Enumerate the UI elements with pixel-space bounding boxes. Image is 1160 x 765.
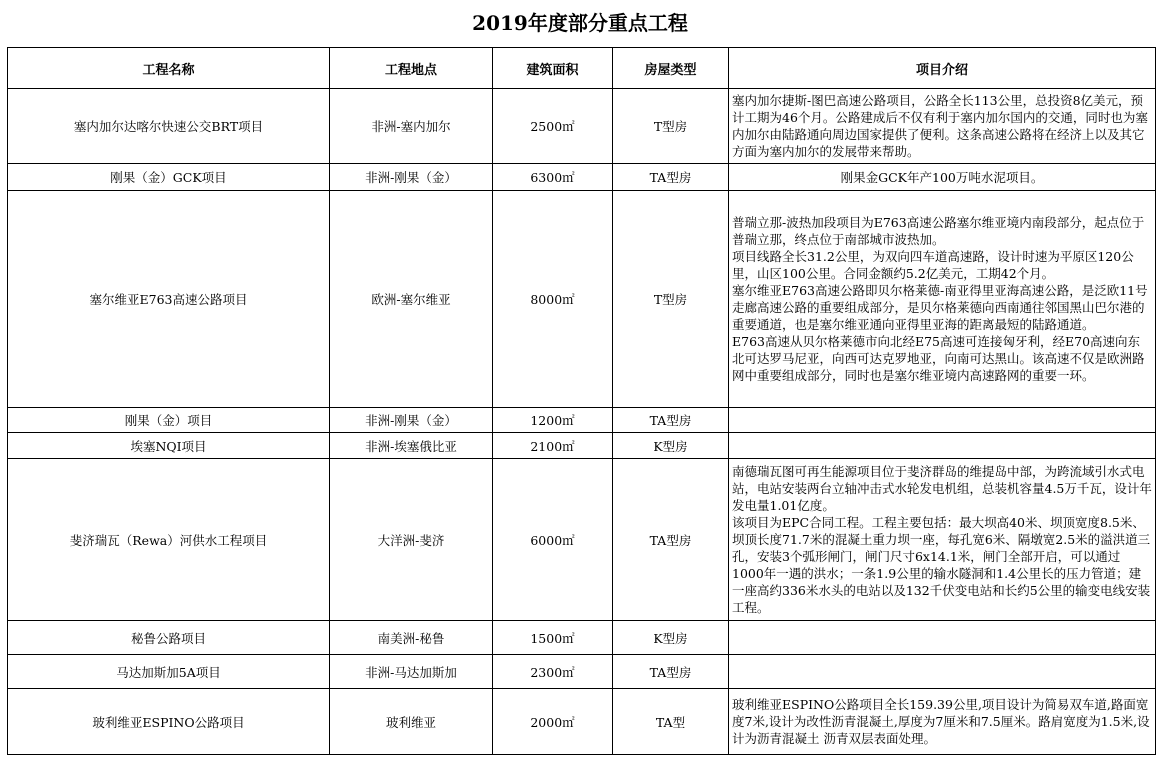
project-name: 塞尔维亚E763高速公路项目 <box>8 191 330 408</box>
table-row <box>8 459 1156 621</box>
project-description <box>729 408 1156 433</box>
project-type: K型房 <box>613 433 729 459</box>
project-description <box>729 655 1156 689</box>
table-row <box>8 408 1156 433</box>
project-location: 非洲-埃塞俄比亚 <box>330 433 493 459</box>
table-row <box>8 191 1156 408</box>
header-name: 工程名称 <box>8 48 330 89</box>
project-location: 非洲-刚果（金） <box>330 164 493 191</box>
page-title: 2019年度部分重点工程 <box>472 11 688 35</box>
project-name: 塞内加尔达喀尔快速公交BRT项目 <box>8 89 330 164</box>
table-row <box>8 655 1156 689</box>
description-paragraph: 普瑞立那-波热加段项目为E763高速公路塞尔维亚境内南段部分，起点位于普瑞立那，终点位于南部城市波热加。 <box>732 215 1145 247</box>
project-description <box>729 621 1156 655</box>
project-area: 2500㎡ <box>493 89 613 164</box>
project-location: 非洲-刚果（金） <box>330 408 493 433</box>
project-area: 2300㎡ <box>493 655 613 689</box>
project-type: T型房 <box>613 191 729 408</box>
project-name: 斐济瑞瓦（Rewa）河供水工程项目 <box>8 459 330 621</box>
project-area: 2100㎡ <box>493 433 613 459</box>
project-type: K型房 <box>613 621 729 655</box>
description-paragraph: 塞内加尔捷斯-图巴高速公路项目，公路全长113公里，总投资8亿美元，预计工期为46个月。公路建成后不仅有利于塞内加尔国内的交通，同时也为塞内加尔由陆路通向周边国家提供了便利。这条高速公路将在经济上以及其它方面为塞内加尔的发展带来帮助。 <box>732 93 1148 159</box>
project-location: 南美洲-秘鲁 <box>330 621 493 655</box>
project-location: 大洋洲-斐济 <box>330 459 493 621</box>
description-paragraph: 项目线路全长31.2公里，为双向四车道高速路，设计时速为平原区120公里，山区100公里。合同金额约5.2亿美元，工期42个月。 <box>732 249 1134 281</box>
project-name: 埃塞NQI项目 <box>8 433 330 459</box>
project-location: 非洲-塞内加尔 <box>330 89 493 164</box>
project-area: 1200㎡ <box>493 408 613 433</box>
description-paragraph: 刚果金GCK年产100万吨水泥项目。 <box>840 169 1044 185</box>
description-paragraph: 塞尔维亚E763高速公路即贝尔格莱德-南亚得里亚海高速公路，是泛欧11号走廊高速公路的重要组成部分，是贝尔格莱德向西南通往邻国黑山巴尔港的重要通道，也是塞尔维亚通向亚得里亚海的距离最短的陆路通道。 <box>732 283 1148 332</box>
header-row <box>8 48 1156 89</box>
project-description <box>729 459 1156 621</box>
project-name: 玻利维亚ESPINO公路项目 <box>8 689 330 755</box>
description-paragraph: E763高速从贝尔格莱德市向北经E75高速可连接匈牙利，经E70高速向东北可达罗马尼亚，向西可达克罗地亚，向南可达黑山。该高速不仅是欧洲路网中重要组成部分，同时也是塞尔维亚境内高速路网的重要一环。 <box>732 334 1145 383</box>
project-location: 欧洲-塞尔维亚 <box>330 191 493 408</box>
project-description <box>729 164 1156 191</box>
project-area: 2000㎡ <box>493 689 613 755</box>
header-location: 工程地点 <box>330 48 493 89</box>
project-description <box>729 689 1156 755</box>
project-type: TA型房 <box>613 164 729 191</box>
header-description: 项目介绍 <box>729 48 1156 89</box>
project-type: TA型房 <box>613 408 729 433</box>
project-area: 6300㎡ <box>493 164 613 191</box>
project-type: T型房 <box>613 89 729 164</box>
description-paragraph: 玻利维亚ESPINO公路项目全长159.39公里,项目设计为简易双车道,路面宽度7米,设计为改性沥青混凝土,厚度为7厘米和7.5厘米。路肩宽度为1.5米,设计为沥青混凝土 沥青双层表面处理。 <box>732 697 1150 746</box>
project-name: 刚果（金）项目 <box>8 408 330 433</box>
table-row <box>8 89 1156 164</box>
project-location: 非洲-马达加斯加 <box>330 655 493 689</box>
project-type: TA型房 <box>613 655 729 689</box>
table-row <box>8 689 1156 755</box>
description-paragraph: 该项目为EPC合同工程。工程主要包括：最大坝高40米、坝顶宽度8.5米、坝顶长度71.7米的混凝土重力坝一座，每孔宽6米、隔墩宽2.5米的溢洪道三孔，安装3个弧形闸门，闸门尺寸6x14.1米，闸门全部开启，可以通过1000年一遇的洪水；一条1.9公里的输水隧洞和1.4公里长的压力管道；建一座高约336米水头的电站以及132千伏变电站和长约5公里的输变电线安装工程。 <box>732 515 1151 615</box>
project-description <box>729 191 1156 408</box>
project-name: 秘鲁公路项目 <box>8 621 330 655</box>
project-area: 1500㎡ <box>493 621 613 655</box>
table-row <box>8 433 1156 459</box>
project-name: 刚果（金）GCK项目 <box>8 164 330 191</box>
project-area: 6000㎡ <box>493 459 613 621</box>
project-name: 马达加斯加5A项目 <box>8 655 330 689</box>
project-description <box>729 433 1156 459</box>
description-paragraph: 南德瑞瓦图可再生能源项目位于斐济群岛的维提岛中部，为跨流域引水式电站，电站安装两台立轴冲击式水轮发电机组，总装机容量4.5万千瓦，设计年发电量1.01亿度。 <box>732 464 1152 513</box>
project-type: TA型 <box>613 689 729 755</box>
projects-table <box>7 47 1156 755</box>
table-row <box>8 621 1156 655</box>
table-row <box>8 164 1156 191</box>
header-area: 建筑面积 <box>493 48 613 89</box>
project-location: 玻利维亚 <box>330 689 493 755</box>
project-description <box>729 89 1156 164</box>
project-area: 8000㎡ <box>493 191 613 408</box>
project-type: TA型房 <box>613 459 729 621</box>
header-type: 房屋类型 <box>613 48 729 89</box>
